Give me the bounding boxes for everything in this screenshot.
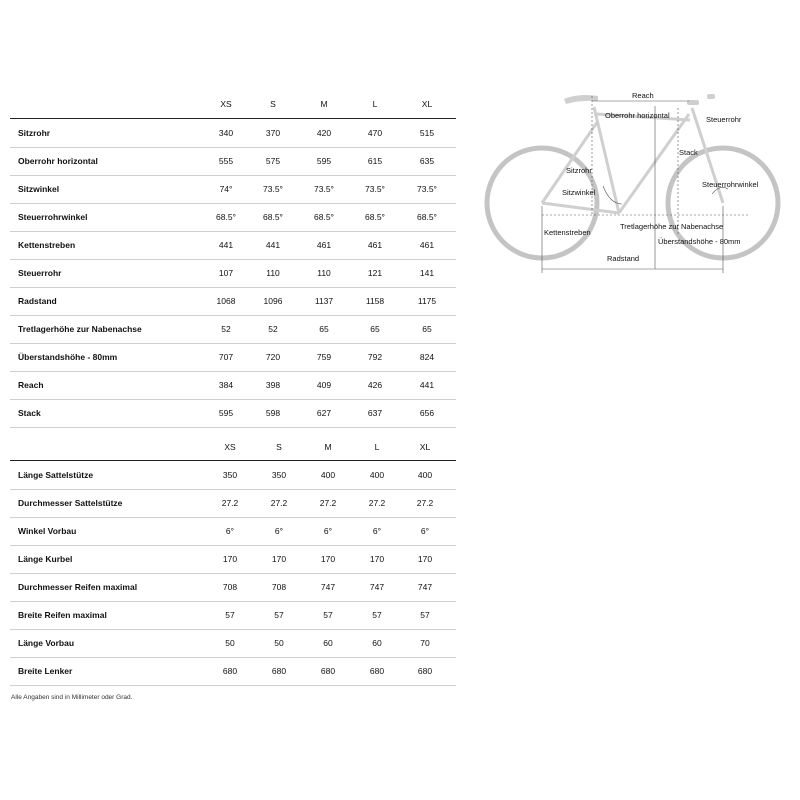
table-cell: 73.5°	[314, 184, 334, 194]
sitzrohr-label: Sitzrohr	[566, 166, 592, 175]
table-cell: 680	[320, 666, 336, 676]
table-cell: 759	[316, 352, 332, 362]
table-cell: 409	[316, 380, 332, 390]
table-cell: 441	[218, 240, 234, 250]
handlebar	[707, 94, 715, 99]
table-cell: 27.2	[416, 498, 434, 508]
table-cell: 6°	[372, 526, 382, 536]
table-cell: 60	[372, 638, 382, 648]
row-label: Kettenstreben	[18, 240, 76, 250]
table-cell: 635	[419, 156, 435, 166]
table-cell: 1158	[365, 296, 385, 306]
table-row	[10, 489, 456, 518]
sitzwinkel-label: Sitzwinkel	[562, 188, 596, 197]
tretlager-label: Tretlagerhöhe zur Nabenachse	[620, 222, 724, 231]
table-cell: 68.5°	[314, 212, 334, 222]
table-cell: 65	[319, 324, 329, 334]
table-cell: 340	[218, 128, 234, 138]
table-cell: 680	[222, 666, 238, 676]
reach-label: Reach	[632, 91, 654, 100]
row-label: Oberrohr horizontal	[18, 156, 98, 166]
table-row	[10, 371, 456, 400]
steuerrohr-label: Steuerrohr	[706, 115, 742, 124]
table-cell: 615	[367, 156, 383, 166]
row-label: Steuerrohrwinkel	[18, 212, 88, 222]
table-cell: 461	[367, 240, 383, 250]
table-cell: 73.5°	[417, 184, 437, 194]
table-cell: 1096	[263, 296, 283, 306]
table-row	[10, 203, 456, 232]
table-row	[10, 231, 456, 260]
radstand-label: Radstand	[607, 254, 640, 263]
table-cell: 110	[266, 268, 280, 278]
table-cell: 708	[271, 582, 287, 592]
table-cell: 461	[419, 240, 435, 250]
table-cell: 73.5°	[365, 184, 385, 194]
row-label: Sitzwinkel	[18, 184, 60, 194]
row-label: Tretlagerhöhe zur Nabenachse	[18, 324, 142, 334]
table-cell: 370	[265, 128, 281, 138]
bike-geometry-diagram	[482, 86, 782, 276]
table-cell: 74°	[219, 184, 233, 194]
table-cell: 350	[271, 470, 287, 480]
table-cell: 6°	[225, 526, 235, 536]
table-row	[10, 461, 456, 490]
table-cell: 461	[316, 240, 332, 250]
kettenstreben-label: Kettenstreben	[544, 228, 591, 237]
table-cell: 57	[372, 610, 382, 620]
table-row	[10, 573, 456, 602]
table-cell: 441	[265, 240, 281, 250]
table-cell: 6°	[274, 526, 284, 536]
table-cell: 68.5°	[263, 212, 283, 222]
size-header: S	[276, 442, 282, 452]
table-cell: 170	[320, 554, 336, 564]
steuerrohrwinkel-label: Steuerrohrwinkel	[702, 180, 759, 189]
table-cell: 575	[265, 156, 281, 166]
table-cell: 170	[369, 554, 385, 564]
row-label: Länge Sattelstütze	[18, 470, 94, 480]
table-cell: 420	[316, 128, 332, 138]
table-cell: 27.2	[221, 498, 239, 508]
table-cell: 68.5°	[216, 212, 236, 222]
table-row	[10, 287, 456, 316]
table-cell: 57	[225, 610, 235, 620]
table-cell: 747	[320, 582, 336, 592]
table-cell: 400	[320, 470, 336, 480]
row-label: Radstand	[18, 296, 57, 306]
table-cell: 637	[367, 408, 383, 418]
table-cell: 1175	[417, 296, 437, 306]
row-label: Breite Reifen maximal	[18, 610, 107, 620]
footnote: Alle Angaben sind in Millimeter oder Grad.	[11, 694, 133, 701]
table-cell: 110	[317, 268, 331, 278]
table-cell: 680	[369, 666, 385, 676]
table-cell: 70	[420, 638, 430, 648]
table-cell: 747	[369, 582, 385, 592]
chain-stay	[542, 203, 619, 213]
table-cell: 680	[271, 666, 287, 676]
size-header: XL	[419, 442, 431, 452]
table-cell: 170	[417, 554, 433, 564]
table-cell: 121	[367, 268, 383, 278]
row-label: Steuerrohr	[18, 268, 62, 278]
table-cell: 50	[274, 638, 284, 648]
table-cell: 598	[265, 408, 281, 418]
table-cell: 27.2	[319, 498, 337, 508]
table-cell: 6°	[323, 526, 333, 536]
table-cell: 384	[218, 380, 234, 390]
row-label: Durchmesser Sattelstütze	[18, 498, 123, 508]
row-label: Länge Kurbel	[18, 554, 73, 564]
row-label: Überstandshöhe - 80mm	[18, 352, 118, 362]
size-header: M	[324, 442, 332, 452]
table-cell: 350	[222, 470, 238, 480]
table-row	[10, 657, 456, 686]
table-row	[10, 517, 456, 546]
table-cell: 747	[417, 582, 433, 592]
table-cell: 65	[422, 324, 432, 334]
table-cell: 68.5°	[365, 212, 385, 222]
table-cell: 595	[218, 408, 234, 418]
table-cell: 6°	[420, 526, 430, 536]
table-row	[10, 545, 456, 574]
table-cell: 595	[316, 156, 332, 166]
table-row	[10, 343, 456, 372]
down-tube	[619, 114, 689, 213]
geometry-table-header	[10, 99, 456, 113]
table-cell: 52	[268, 324, 278, 334]
table-cell: 398	[265, 380, 281, 390]
size-header: XL	[421, 99, 433, 109]
oberrohr-label: Oberrohr horizontal	[605, 111, 670, 120]
table-cell: 400	[369, 470, 385, 480]
row-label: Sitzrohr	[18, 128, 51, 138]
row-label: Stack	[18, 408, 41, 418]
table-cell: 426	[367, 380, 383, 390]
table-cell: 441	[419, 380, 435, 390]
table-cell: 50	[225, 638, 235, 648]
table-cell: 57	[274, 610, 284, 620]
size-header: S	[270, 99, 276, 109]
table-cell: 1068	[216, 296, 236, 306]
table-cell: 656	[419, 408, 435, 418]
table-cell: 555	[218, 156, 234, 166]
saddle	[564, 95, 598, 104]
table-row	[10, 259, 456, 288]
table-row	[10, 147, 456, 176]
table-cell: 707	[218, 352, 234, 362]
table-cell: 57	[420, 610, 430, 620]
table-cell: 65	[370, 324, 380, 334]
components-table-header	[10, 442, 456, 456]
ueberstand-label: Überstandshöhe - 80mm	[658, 237, 741, 246]
table-cell: 792	[367, 352, 383, 362]
size-header: L	[372, 99, 378, 109]
table-cell: 1137	[314, 296, 334, 306]
table-cell: 52	[221, 324, 231, 334]
table-cell: 141	[419, 268, 435, 278]
table-cell: 27.2	[368, 498, 386, 508]
table-cell: 470	[367, 128, 383, 138]
table-cell: 824	[419, 352, 435, 362]
table-cell: 68.5°	[417, 212, 437, 222]
table-cell: 60	[323, 638, 333, 648]
table-cell: 170	[271, 554, 287, 564]
size-header: L	[374, 442, 380, 452]
row-label: Breite Lenker	[18, 666, 73, 676]
row-label: Durchmesser Reifen maximal	[18, 582, 138, 592]
row-label: Winkel Vorbau	[18, 526, 77, 536]
table-cell: 720	[265, 352, 281, 362]
table-row	[10, 315, 456, 344]
row-label: Reach	[18, 380, 44, 390]
size-header: XS	[224, 442, 236, 452]
table-cell: 170	[222, 554, 238, 564]
table-cell: 57	[323, 610, 333, 620]
table-row	[10, 119, 456, 148]
table-row	[10, 601, 456, 630]
table-row	[10, 175, 456, 204]
size-header: XS	[220, 99, 232, 109]
table-cell: 27.2	[270, 498, 288, 508]
size-header: M	[320, 99, 328, 109]
table-cell: 680	[417, 666, 433, 676]
table-cell: 73.5°	[263, 184, 283, 194]
table-cell: 515	[419, 128, 435, 138]
row-label: Länge Vorbau	[18, 638, 75, 648]
table-row	[10, 399, 456, 428]
table-cell: 107	[218, 268, 234, 278]
stack-label: Stack	[679, 148, 698, 157]
table-cell: 400	[417, 470, 433, 480]
table-cell: 708	[222, 582, 238, 592]
table-row	[10, 629, 456, 658]
table-cell: 627	[316, 408, 332, 418]
